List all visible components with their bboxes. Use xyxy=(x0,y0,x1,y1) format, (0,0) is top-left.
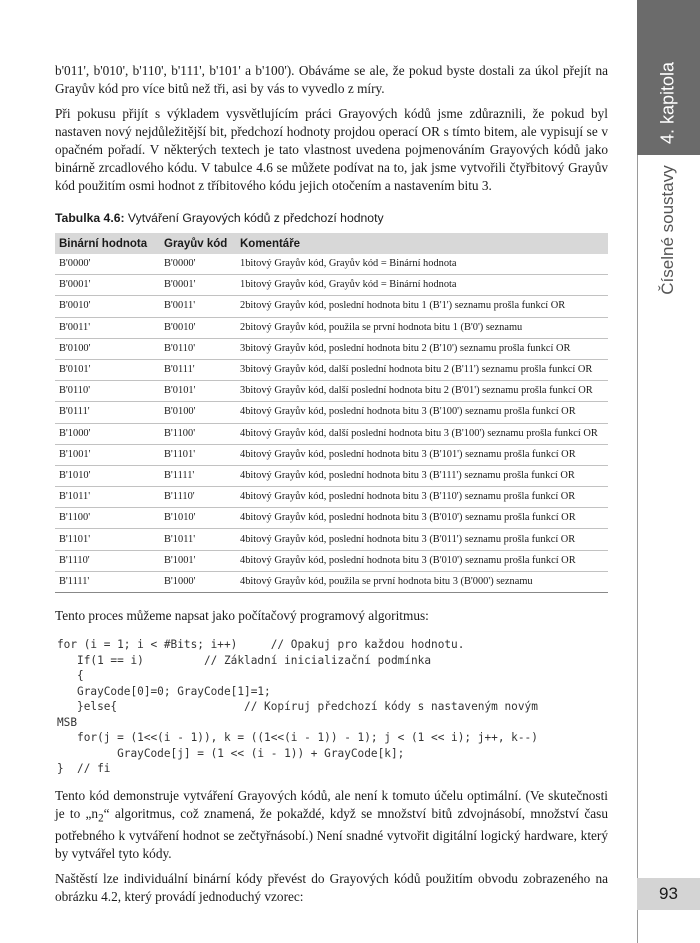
table-row xyxy=(55,465,608,486)
cell-binary: B'0110' xyxy=(55,381,160,402)
cell-comment: 4bitový Grayův kód, použila se první hodnota bitu 3 (B'000') seznamu xyxy=(236,571,608,592)
cell-binary: B'1101' xyxy=(55,529,160,550)
cell-binary: B'0100' xyxy=(55,338,160,359)
page-content xyxy=(55,62,608,913)
cell-gray: B'0111' xyxy=(160,359,236,380)
cell-comment: 4bitový Grayův kód, poslední hodnota bitu 3 (B'010') seznamu prošla funkcí OR xyxy=(236,508,608,529)
cell-gray: B'0101' xyxy=(160,381,236,402)
cell-binary: B'1100' xyxy=(55,508,160,529)
cell-binary: B'0000' xyxy=(55,254,160,275)
paragraph-3: Tento proces můžeme napsat jako počítačový programový algoritmus: xyxy=(55,608,429,623)
table-row xyxy=(55,487,608,508)
cell-gray: B'1011' xyxy=(160,529,236,550)
cell-gray: B'0010' xyxy=(160,317,236,338)
table-row xyxy=(55,550,608,571)
cell-gray: B'0110' xyxy=(160,338,236,359)
cell-binary: B'0011' xyxy=(55,317,160,338)
cell-comment: 4bitový Grayův kód, poslední hodnota bitu 3 (B'100') seznamu prošla funkcí OR xyxy=(236,402,608,423)
cell-binary: B'1111' xyxy=(55,571,160,592)
cell-gray: B'0100' xyxy=(160,402,236,423)
cell-binary: B'0001' xyxy=(55,275,160,296)
table-row xyxy=(55,338,608,359)
cell-comment: 1bitový Grayův kód, Grayův kód = Binární hodnota xyxy=(236,275,608,296)
paragraph-5: Naštěstí lze individuální binární kódy převést do Grayových kódů použitím obvodu zobrazeného na obrázku 4.2, který provádí jednoduchý vzorec: xyxy=(55,871,608,905)
cell-gray: B'0011' xyxy=(160,296,236,317)
table-row xyxy=(55,317,608,338)
cell-binary: B'1001' xyxy=(55,444,160,465)
cell-gray: B'0000' xyxy=(160,254,236,275)
cell-binary: B'1110' xyxy=(55,550,160,571)
paragraph-4-part-1: Tento kód demonstruje vytváření Grayových kódů, ale není k tomuto účelu optimální. (Ve skutečnosti je to „n xyxy=(55,787,608,821)
table-caption-text: Vytváření Grayových kódů z předchozí hodnoty xyxy=(124,211,384,225)
chapter-title: 4. kapitola xyxy=(657,61,678,145)
cell-comment: 1bitový Grayův kód, Grayův kód = Binární hodnota xyxy=(236,254,608,275)
table-caption-label: Tabulka 4.6: xyxy=(55,211,125,225)
table-row xyxy=(55,444,608,465)
cell-binary: B'1011' xyxy=(55,487,160,508)
cell-comment: 2bitový Grayův kód, poslední hodnota bitu 1 (B'1') seznamu prošla funkcí OR xyxy=(236,296,608,317)
paragraph-2: Při pokusu přijít s výkladem vysvětlujícím práci Grayových kódů jsme zdůraznili, že pokud byl nastaven nový nejdůležitější bit, předchozí hodnoty projdou operací OR s tímto bitem, ale vypisují se v opačném pořadí. V některých textech je tato vlastnost uvedena pojmenováním Grayových kódů jako binárně zrcadlového kódu. V tabulce 4.6 se můžete podívat na to, jak jsme vytvořili čtyřbitový Grayův kód použitím osmi hodnot z tříbitového kódu jejich otočením a nastavením bitu 3. xyxy=(55,106,608,193)
chapter-tab xyxy=(637,0,700,155)
cell-comment: 2bitový Grayův kód, použila se první hodnota bitu 1 (B'0') seznamu xyxy=(236,317,608,338)
cell-comment: 4bitový Grayův kód, poslední hodnota bitu 3 (B'111') seznamu prošla funkcí OR xyxy=(236,465,608,486)
header-binary: Binární hodnota xyxy=(55,233,160,254)
cell-binary: B'1010' xyxy=(55,465,160,486)
code-block: for (i = 1; i < #Bits; i++) // Opakuj pro každou hodnotu. If(1 == i) // Základní inicializační podmínka { GrayCode[0]=0; GrayCode[1]=1; }else{ // Kopíruj předchozí kódy s nastaveným novým MSB for(j = (1<<(i - 1)), k = ((1<<(i - 1)) - 1); j < (1 << i); j++, k--) GrayCode[j] = (1 << (i - 1)) + GrayCode[k]; } // fi xyxy=(57,638,538,775)
table-row xyxy=(55,254,608,275)
paragraph-4-part-2: “ algoritmus, což znamená, že pokaždé, když se množství bitů zdvojnásobí, množství času potřebného k vytváření hodnot se zečtyřnásobí.) Není snadné vytvořit digitální logický hardware, který by vytvářel tyto kódy. xyxy=(55,805,609,862)
cell-comment: 4bitový Grayův kód, poslední hodnota bitu 3 (B'101') seznamu prošla funkcí OR xyxy=(236,444,608,465)
table-row xyxy=(55,381,608,402)
cell-gray: B'0001' xyxy=(160,275,236,296)
section-title: Číselné soustavy xyxy=(658,165,677,295)
cell-gray: B'1110' xyxy=(160,487,236,508)
cell-gray: B'1010' xyxy=(160,508,236,529)
table-row xyxy=(55,296,608,317)
table-row xyxy=(55,402,608,423)
cell-comment: 4bitový Grayův kód, poslední hodnota bitu 3 (B'010') seznamu prošla funkcí OR xyxy=(236,550,608,571)
cell-binary: B'0111' xyxy=(55,402,160,423)
cell-comment: 4bitový Grayův kód, další poslední hodnota bitu 3 (B'100') seznamu prošla funkcí OR xyxy=(236,423,608,444)
cell-gray: B'1101' xyxy=(160,444,236,465)
cell-binary: B'0101' xyxy=(55,359,160,380)
cell-binary: B'0010' xyxy=(55,296,160,317)
cell-comment: 4bitový Grayův kód, poslední hodnota bitu 3 (B'110') seznamu prošla funkcí OR xyxy=(236,487,608,508)
header-gray: Grayův kód xyxy=(160,233,236,254)
table-row xyxy=(55,275,608,296)
table-header-row xyxy=(55,233,608,254)
cell-gray: B'1000' xyxy=(160,571,236,592)
cell-gray: B'1100' xyxy=(160,423,236,444)
table-row xyxy=(55,508,608,529)
header-comment: Komentáře xyxy=(236,233,608,254)
cell-comment: 3bitový Grayův kód, poslední hodnota bitu 2 (B'10') seznamu prošla funkcí OR xyxy=(236,338,608,359)
table-caption xyxy=(55,209,608,227)
table-row xyxy=(55,423,608,444)
cell-gray: B'1111' xyxy=(160,465,236,486)
table-body xyxy=(55,254,608,593)
chapter-sidebar xyxy=(637,0,700,943)
cell-comment: 3bitový Grayův kód, další poslední hodnota bitu 2 (B'11') seznamu prošla funkcí OR xyxy=(236,359,608,380)
paragraph-4-subscript: 2 xyxy=(98,812,104,825)
table-row xyxy=(55,529,608,550)
cell-binary: B'1000' xyxy=(55,423,160,444)
table-row xyxy=(55,571,608,592)
paragraph-4 xyxy=(55,787,608,864)
cell-comment: 3bitový Grayův kód, další poslední hodnota bitu 2 (B'01') seznamu prošla funkcí OR xyxy=(236,381,608,402)
cell-gray: B'1001' xyxy=(160,550,236,571)
cell-comment: 4bitový Grayův kód, poslední hodnota bitu 3 (B'011') seznamu prošla funkcí OR xyxy=(236,529,608,550)
gray-code-table xyxy=(55,233,608,593)
table-row xyxy=(55,359,608,380)
paragraph-1: b'011', b'010', b'110', b'111', b'101' a b'100'). Obáváme se ale, že pokud byste dostali za úkol přejít na Grayův kód pro více bitů než tři, asi by vás to vyvedlo z míry. xyxy=(55,63,608,96)
page-number: 93 xyxy=(659,884,678,903)
